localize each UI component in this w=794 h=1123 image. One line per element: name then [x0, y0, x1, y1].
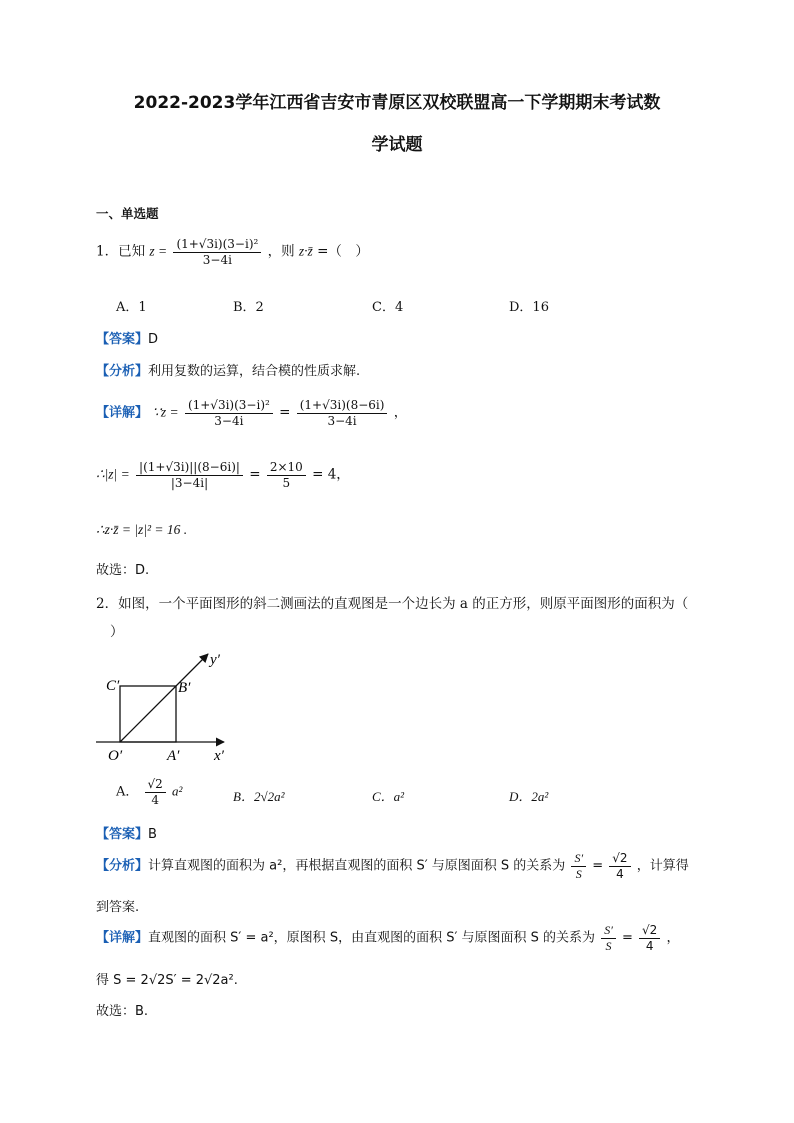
- q2-analysis-tag: 【分析】: [96, 858, 149, 874]
- q1-detail2-frac1: [136, 461, 243, 489]
- q1-answer: D: [148, 332, 159, 347]
- q2-detail-num2: √2: [639, 924, 660, 939]
- q2-detail-line: [96, 924, 679, 952]
- q1-option-c: C．4: [372, 300, 404, 315]
- q2-option-c: C．a²: [372, 789, 405, 804]
- q1-detail2-num2: 2×10: [267, 461, 306, 476]
- q2-analysis-frac2: [609, 852, 630, 880]
- q2-analysis-den1: S: [575, 866, 582, 881]
- q1-detail-line1: [96, 399, 407, 427]
- q1-detail1-num1: (1+√3i)(3−i)²: [185, 399, 273, 414]
- label-a: A′: [167, 748, 180, 764]
- q1-frac-den: 3−4i: [202, 252, 232, 267]
- q2-detail-den2: 4: [645, 938, 654, 953]
- q2-analysis-cont: 到答案.: [96, 900, 140, 915]
- label-y: y′: [210, 652, 220, 668]
- q2-detail-a: 直观图的面积 S′ = a²，原图积 S，由直观图的面积 S′ 与原图面积 S 的关系为: [148, 930, 596, 946]
- q2-optA-tail: a²: [171, 783, 183, 799]
- q1-analysis: 利用复数的运算，结合模的性质求解.: [148, 364, 361, 379]
- q1-detail2-den2: 5: [282, 475, 291, 490]
- q2-optA-den: 4: [151, 792, 159, 807]
- q1-detail1-den2: 3−4i: [327, 413, 357, 428]
- q2-analysis-b: ，计算得: [636, 858, 689, 874]
- q1-stem: [96, 238, 369, 266]
- section-heading: 一、单选题: [96, 206, 159, 221]
- q2-answer: B: [148, 827, 157, 842]
- q2-figure: [96, 648, 236, 768]
- q1-option-a: A．1: [116, 300, 147, 315]
- q1-detail-tag: 【详解】: [96, 405, 149, 421]
- q2-detail-num1: S′: [601, 924, 616, 939]
- q1-frac-num: (1+√3i)(3−i)²: [173, 238, 261, 253]
- q1-detail-line2: [96, 461, 350, 489]
- q2-analysis-num2: √2: [609, 852, 630, 867]
- q1-detail1-num2: (1+√3i)(8−6i): [297, 399, 388, 414]
- q2-answer-tag: 【答案】: [96, 827, 149, 842]
- q2-analysis-den2: 4: [616, 866, 624, 881]
- q2-analysis-num1: S′: [571, 852, 586, 867]
- q2-stem-line2: ）: [110, 624, 124, 640]
- q1-z: z =: [149, 243, 168, 259]
- q2-answer-line: [96, 823, 157, 842]
- q2-analysis-line: [96, 852, 689, 880]
- q1-tail: ，则: [267, 243, 295, 260]
- q2-stem-line1: 2．如图，一个平面图形的斜二测画法的直观图是一个边长为 a 的正方形，则原平面图形的面积为（: [96, 596, 689, 612]
- q2-analysis-frac1: [571, 852, 586, 880]
- q1-detail2-a: ∴|z| =: [96, 466, 130, 482]
- q2-detail-den1: S: [605, 938, 612, 953]
- q1-detail1-a: ∵z =: [152, 404, 179, 420]
- q2-detail-line2: 得 S = 2√2S′ = 2√2a².: [96, 973, 238, 988]
- q1-detail2-eq: =: [249, 466, 261, 483]
- q2-detail-frac2: [639, 924, 660, 952]
- q2-detail-eq: =: [621, 930, 633, 946]
- q2-optA-frac: [145, 778, 166, 806]
- q1-detail1-end: ，: [393, 404, 408, 421]
- q1-zzbar: z·z̄: [298, 243, 313, 259]
- q2-option-a: [116, 778, 182, 806]
- q1-choose: 故选：D.: [96, 563, 150, 578]
- q2-option-d: D．2a²: [509, 789, 549, 804]
- doc-title-line2: 学试题: [371, 135, 423, 155]
- q2-detail-tag: 【详解】: [96, 930, 149, 946]
- label-x: x′: [214, 748, 224, 764]
- label-b: B′: [178, 680, 191, 696]
- q2-optA-num: √2: [145, 778, 166, 793]
- q2-detail-frac1: [601, 924, 616, 952]
- q1-number: 1．已知: [96, 243, 146, 260]
- label-o: O′: [108, 748, 123, 764]
- q1-detail2-den1: |3−4i|: [170, 475, 209, 490]
- label-c: C′: [106, 678, 120, 694]
- q1-analysis-line: [96, 360, 360, 379]
- q2-choose: 故选：B.: [96, 1004, 149, 1019]
- q1-detail-line3: ∴z·z̄ = |z|² = 16 .: [96, 522, 188, 537]
- q1-detail1-eq: =: [279, 404, 291, 421]
- q2-analysis-eq: =: [592, 858, 604, 874]
- q1-answer-tag: 【答案】: [96, 332, 149, 347]
- q1-detail1-frac1: [185, 399, 273, 427]
- q1-detail1-den1: 3−4i: [214, 413, 244, 428]
- q1-detail1-frac2: [297, 399, 388, 427]
- q1-detail2-frac2: [267, 461, 306, 489]
- q1-option-b: B．2: [233, 300, 264, 315]
- q1-detail2-num1: |(1+√3i)||(8−6i)|: [136, 461, 243, 476]
- q1-option-d: D．16: [509, 300, 549, 315]
- q1-answer-line: [96, 328, 158, 347]
- q2-optA-prefix: A．: [116, 784, 139, 800]
- y-axis: [120, 654, 208, 742]
- q1-analysis-tag: 【分析】: [96, 364, 149, 379]
- q1-fraction: [173, 238, 261, 266]
- q2-option-b: B．2√2a²: [233, 789, 285, 804]
- q2-detail-end: ，: [666, 930, 680, 946]
- q2-analysis-a: 计算直观图的面积为 a²，再根据直观图的面积 S′ 与原图面积 S 的关系为: [148, 858, 566, 874]
- doc-title-line1: 2022-2023学年江西省吉安市青原区双校联盟高一下学期期末考试数: [133, 93, 661, 113]
- q1-detail2-end: = 4，: [312, 466, 350, 483]
- q1-ask: =（ ）: [317, 243, 369, 260]
